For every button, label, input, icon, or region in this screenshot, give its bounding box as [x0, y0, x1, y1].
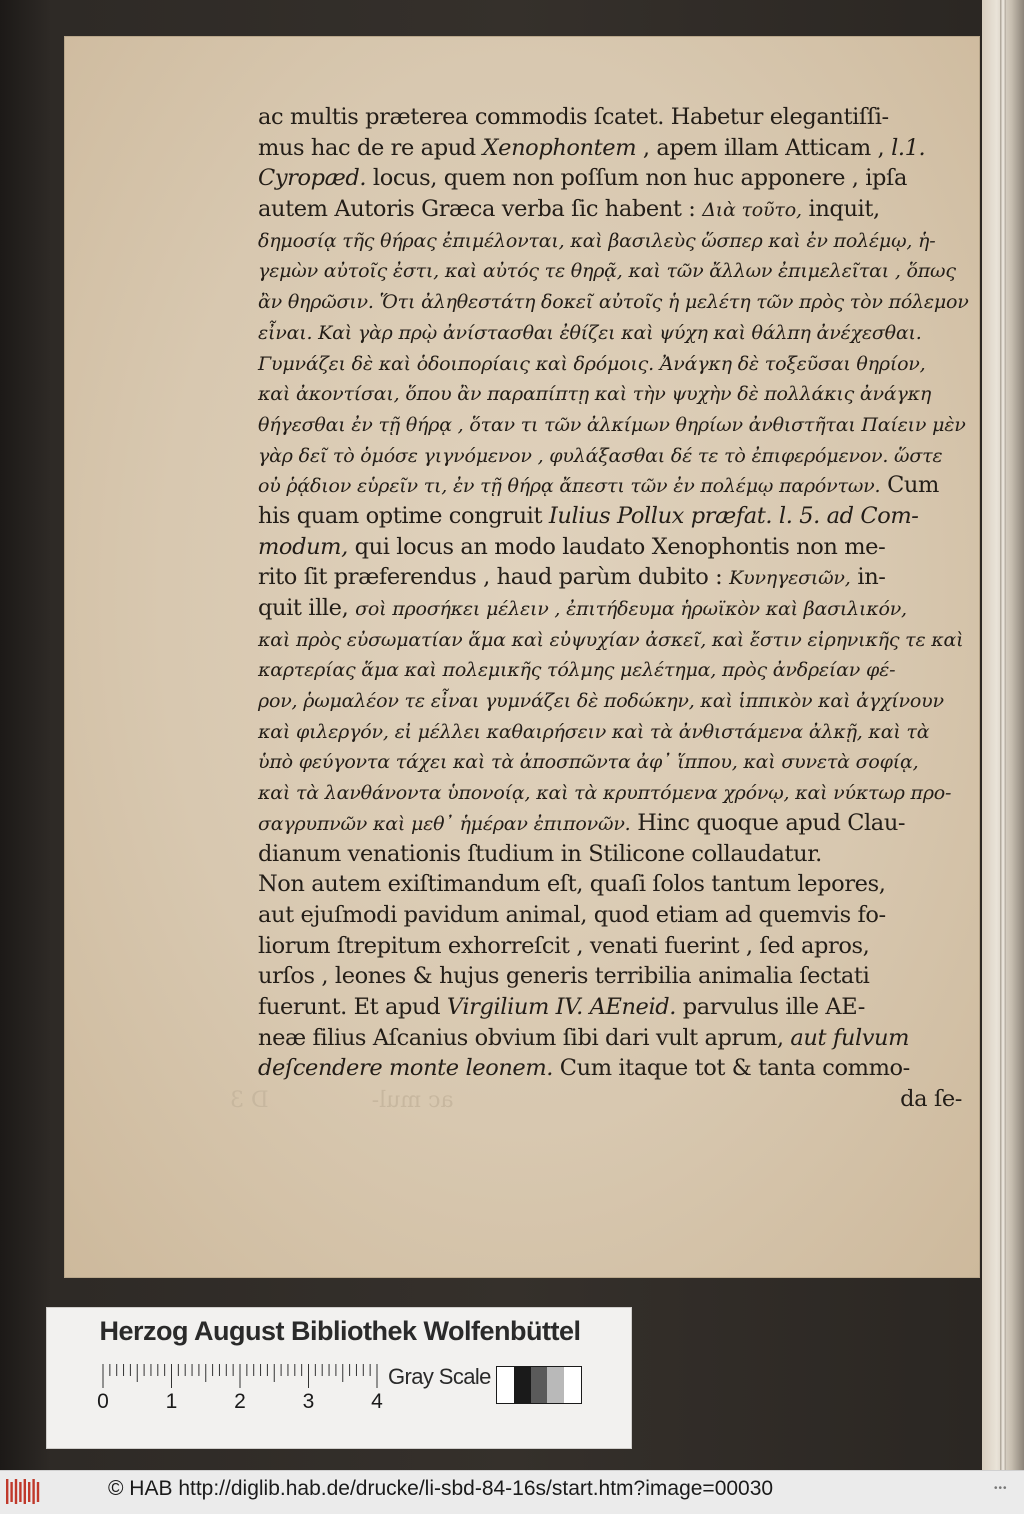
logo-bar [32, 1479, 34, 1504]
latin-text: rito ſit præferendus , haud parùm dubito : [258, 564, 730, 591]
bleed-catchword: ac mul- [371, 1088, 454, 1113]
text-line [258, 777, 974, 808]
gray-swatch [531, 1367, 548, 1403]
footer-url[interactable]: © HAB http://diglib.hab.de/drucke/li-sbd-84-16s/start.htm?image=00030 [108, 1477, 774, 1500]
greek-text: καὶ ἀκοντίσαι, ὅπου ἂν παραπίπτῃ καὶ τὴν ψυχὴν δὲ πολλάκις ἀνάγκη [258, 383, 932, 406]
gray-swatch [497, 1367, 514, 1403]
ruler-number: 2 [234, 1390, 246, 1413]
latin-text: qui locus an modo laudato Xenophontis non me- [347, 533, 886, 560]
greek-text: σοὶ προσήκει μέλειν , ἐπιτήδευμα ἡρωϊκὸν καὶ βασιλικόν, [355, 598, 907, 620]
text-line [258, 624, 974, 655]
greek-text: καὶ φιλεργόν, εἰ μέλλει καθαιρήσειν καὶ τὰ ἀνθιστάμενα ἀλκῇ, καὶ τὰ [258, 720, 930, 743]
text-line [258, 1084, 974, 1115]
logo-bar [6, 1479, 8, 1504]
greek-text: Γυμνάζει δὲ καὶ ὁδοιπορίαις καὶ δρόμοις. Ἀνάγκη δὲ τοξεῦσαι θηρίον, [258, 352, 926, 375]
text-line [258, 532, 974, 563]
gray-swatch [564, 1367, 581, 1403]
text-line [258, 808, 974, 839]
italic-text: Iulius Pollux præfat. l. 5. ad Com- [548, 502, 919, 529]
italic-text: deſcendere monte leonem. [258, 1055, 554, 1082]
text-line [258, 470, 974, 501]
text-line [258, 440, 974, 471]
text-line [258, 348, 974, 379]
text-line [258, 900, 974, 931]
logo-bar [24, 1479, 26, 1504]
latin-text: autem Autoris Græca verba ſic habent : [258, 196, 703, 223]
latin-text: parvulus ille AE- [676, 993, 865, 1020]
greek-text: σαγρυπνῶν καὶ μεθ᾽ ἡμέραν ἐπιπονῶν. [258, 812, 631, 835]
greek-text: καὶ τὰ λανθάνοντα ὑπονοίᾳ, καὶ τὰ κρυπτόμενα χρόνῳ, καὶ νύκτωρ προ- [258, 782, 952, 805]
gray-scale-swatches [496, 1366, 582, 1404]
spine-edge [1000, 0, 1006, 1470]
latin-text: liorum ſtrepitum exhorreſcit , venati fuerint , ſed apros, [258, 932, 870, 959]
greek-text: Κυνηγεσιῶν, [729, 567, 851, 590]
library-name: Herzog August Bibliothek Wolfenbüttel [99, 1316, 581, 1346]
latin-text: ac multis præterea commodis ſcatet. Habetur elegantiſſi- [258, 104, 889, 130]
text-line [258, 869, 974, 900]
latin-text: neæ filius Aſcanius obvium ſibi dari vult aprum, [258, 1024, 791, 1051]
greek-text: καρτερίας ἅμα καὶ πολεμικῆς τόλμης μελέτημα, πρὸς ἀνδρείαν φέ- [258, 659, 896, 682]
ruler-number: 3 [302, 1390, 315, 1413]
italic-text: Virgilium IV. AEneid. [446, 993, 677, 1020]
latin-text: his quam optime congruit [258, 502, 549, 529]
latin-text: urſos , leones & hujus generis terribilia animalia ſectati [258, 963, 870, 990]
text-line [258, 255, 974, 286]
latin-text: in- [850, 564, 886, 591]
text-line [258, 746, 974, 777]
latin-text: inquit, [801, 196, 880, 223]
latin-text: fuerunt. Et apud [258, 993, 447, 1020]
logo-bar [28, 1482, 30, 1502]
logo-bar [10, 1482, 12, 1502]
text-line [258, 501, 974, 532]
text-line [258, 685, 974, 716]
footer-dots: ••• [994, 1483, 1008, 1494]
text-line [258, 839, 974, 870]
hab-logo-icon [4, 1475, 42, 1507]
text-line [258, 133, 974, 164]
text-line [258, 286, 974, 317]
page-text [258, 102, 974, 1115]
gray-scale-label: Gray Scale [388, 1364, 491, 1389]
text-line [258, 163, 974, 194]
greek-text: θήγεσθαι ἐν τῇ θήρᾳ , ὅταν τι τῶν ἀλκίμων θηρίων ἀνθιστῆται Παίειν μὲν [258, 413, 966, 436]
italic-text: modum, [258, 533, 348, 560]
latin-text: aut ejuſmodi pavidum animal, quod etiam ad quemvis fo- [258, 901, 886, 928]
latin-text: da ſe- [900, 1086, 962, 1112]
greek-text: εἶναι. Καὶ γὰρ πρῲ ἀνίστασθαι ἐθίζει καὶ ψύχη καὶ θάλπη ἀνέχεσθαι. [258, 321, 922, 344]
latin-text: dianum venationis ſtudium in Stilicone collaudatur. [258, 840, 822, 867]
latin-text: mus hac de re apud [258, 134, 483, 161]
greek-text: καὶ πρὸς εὐσωματίαν ἅμα καὶ εὐψυχίαν ἀσκεῖ, καὶ ἔστιν εἰρηνικῆς τε καὶ [258, 628, 964, 651]
greek-text: οὐ ῥᾴδιον εὑρεῖν τι, ἐν τῇ θήρᾳ ἄπεστι τῶν ἐν πολέμῳ παρόντων. [258, 475, 881, 498]
scale-ruler [97, 1362, 383, 1413]
text-line [258, 593, 974, 624]
gray-swatch [547, 1367, 564, 1403]
text-line [258, 317, 974, 348]
italic-text: Cyropæd. [258, 165, 367, 192]
text-line [258, 961, 974, 992]
latin-text: locus, quem non poſſum non huc apponere , ipſa [366, 165, 907, 192]
text-line [258, 654, 974, 685]
greek-text: γεμὼν αὐτοῖς ἐστι, καὶ αὐτός τε θηρᾷ, καὶ τῶν ἄλλων ἐπιμελεῖται , ὅπως [258, 260, 956, 283]
text-line [258, 194, 974, 225]
greek-text: ἂν θηρῶσιν. Ὅτι ἀληθεστάτη δοκεῖ αὐτοῖς ἡ μελέτη τῶν πρὸς τὸν πόλεμον [258, 291, 969, 314]
ruler-number: 1 [165, 1390, 178, 1413]
text-line [258, 225, 974, 256]
greek-text: ὑπὸ φεύγοντα τάχει καὶ τὰ ἀποσπῶντα ἀφ᾽ ἵππου, καὶ συνετὰ σοφίᾳ, [258, 751, 919, 774]
greek-text: γὰρ δεῖ τὸ ὁμόσε γιγνόμενον , φυλάξασθαι δέ τε τὸ ἐπιφερόμενον. ὥστε [258, 444, 943, 467]
logo-bar [37, 1482, 39, 1502]
ruler-number: 4 [371, 1390, 383, 1413]
text-line [258, 378, 974, 409]
text-line [258, 931, 974, 962]
text-line [258, 562, 974, 593]
italic-text: Xenophontem [482, 134, 637, 161]
ruler-number: 0 [97, 1390, 109, 1413]
text-line [258, 1053, 974, 1084]
italic-text: aut fulvum [790, 1024, 910, 1051]
latin-text: Cum [880, 472, 939, 499]
text-line [258, 1023, 974, 1054]
latin-text: , apem illam Atticam , [636, 134, 892, 161]
gray-swatch [514, 1367, 531, 1403]
text-line [258, 992, 974, 1023]
bleed-signature: D 3 [230, 1088, 269, 1113]
logo-bar [19, 1482, 21, 1502]
italic-text: l.1. [891, 134, 926, 161]
text-line [258, 102, 974, 133]
logo-bar [15, 1479, 17, 1504]
greek-text: Διὰ τοῦτο, [702, 199, 802, 222]
latin-text: Cum itaque tot & tanta commo- [553, 1055, 910, 1082]
latin-text: Hinc quoque apud Clau- [630, 809, 906, 836]
text-line [258, 716, 974, 747]
latin-text: Non autem exiſtimandum eſt, quaſi ſolos tantum lepores, [258, 871, 886, 898]
latin-text: quit ille, [258, 595, 356, 621]
greek-text: δημοσίᾳ τῆς θήρας ἐπιμέλονται, καὶ βασιλεὺς ὥσπερ καὶ ἐν πολέμῳ, ἡ- [258, 229, 936, 252]
greek-text: ρον, ῥωμαλέον τε εἶναι γυμνάζει δὲ ποδώκην, καὶ ἱππικὸν καὶ ἀγχίνουν [258, 690, 944, 713]
text-line [258, 409, 974, 440]
